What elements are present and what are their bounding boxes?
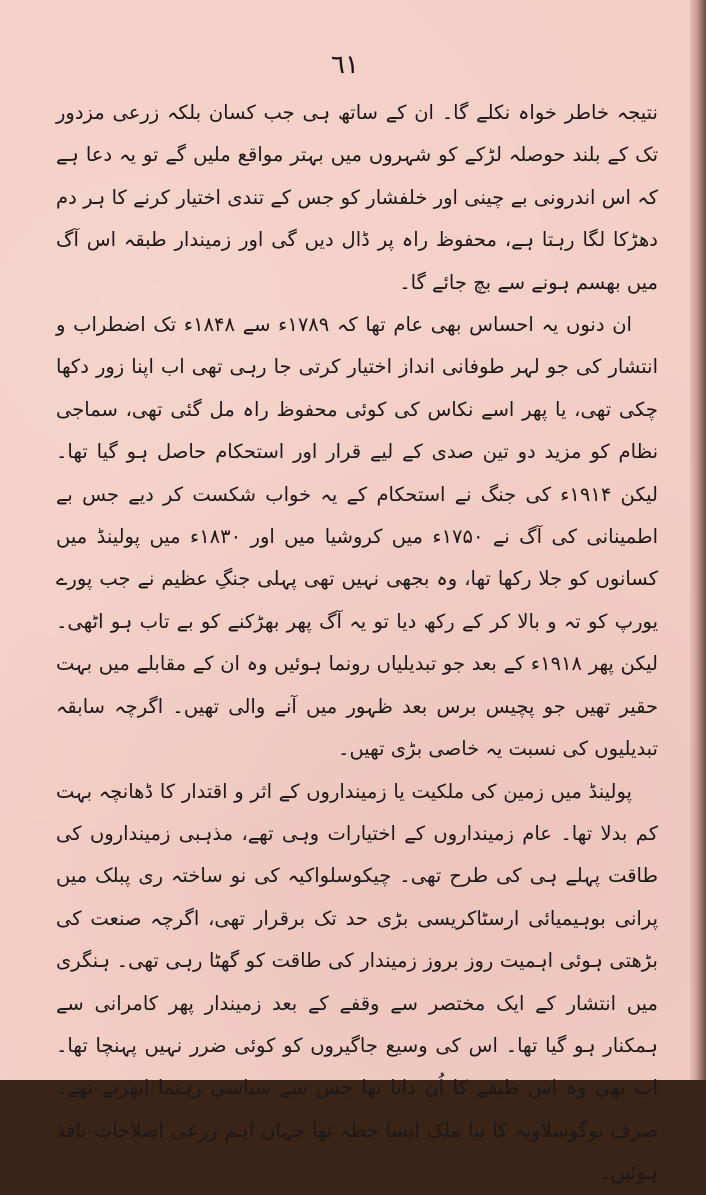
page-edge <box>690 0 706 1080</box>
paragraph-2: ان دنوں یہ احساس بھی عام تھا کہ ۱۷۸۹ء سے ۱۸۴۸ء تک اضطراب و انتشار کی جو لہر طوفانی انداز اختیار کرتی جا رہی تھی اب اپنا زور دکھا چکی تھی، یا پھر اسے نکاس کی کوئی محفوظ راہ مل گئی تھی، سماجی نظام کو مزید دو تین صدی کے لیے قرار اور استحکام حاصل ہو گیا تھا۔ لیکن ۱۹۱۴ء کی جنگ نے استحکام کے یہ خواب شکست کر دیے جس بے اطمینانی کی آگ نے ۱۷۵۰ء میں کروشیا میں اور ۱۸۳۰ء میں پولینڈ میں کسانوں کو جلا رکھا تھا، وہ بجھی نہیں تھی پہلی جنگِ عظیم نے جب پورے یورپ کو تہ و بالا کر کے رکھ دیا تو یہ آگ پھر بھڑکنے کو بے تاب ہو اٹھی۔ لیکن پھر ۱۹۱۸ء کے بعد جو تبدیلیاں رونما ہوئیں وہ ان کے مقابلے میں بہت حقیر تھیں جو پچیس برس بعد ظہور میں آنے والی تھیں۔ اگرچہ سابقہ تبدیلیوں کی نسبت یہ خاصی بڑی تھیں۔ <box>56 313 658 761</box>
page-number: ٦١ <box>331 50 359 80</box>
paragraph-1: نتیجہ خاطر خواہ نکلے گا۔ ان کے ساتھ ہی جب کسان بلکہ زرعی مزدور تک کے بلند حوصلہ لڑکے کو شہروں میں بہتر مواقع ملیں گے تو یہ دعا ہے کہ اس اندرونی بے چینی اور خلفشار کو جس کے تندی اختیار کرنے کا ہر دم دھڑکا لگا رہتا ہے، محفوظ راہ پر ڈال دیں گی اور زمیندار طبقہ اس آگ میں بھسم ہونے سے بچ جائے گا۔ <box>56 101 658 294</box>
body-text <box>56 92 658 1195</box>
paragraph-3: پولینڈ میں زمین کی ملکیت یا زمینداروں کے اثر و اقتدار کا ڈھانچہ بہت کم بدلا تھا۔ عام زمینداروں کے اختیارات وہی تھے، مذہبی زمینداروں کی طاقت پہلے ہی کی طرح تھی۔ چیکوسلواکیہ کی نو ساختہ ری پبلک میں پرانی بوہیمیائی ارسٹاکریسی بڑی حد تک برقرار تھی، اگرچہ صنعت کی بڑھتی ہوئی اہمیت روز بروز زمیندار کی طاقت کو گھٹا رہی تھی۔ ہنگری میں انتشار کے ایک مختصر سے وقفے کے بعد زمیندار پھر کامرانی سے ہمکنار ہو گیا تھا۔ اس کی وسیع جاگیروں کو کوئی ضرر نہیں پہنچا تھا۔ اب بھی وہ اس طبقے کا اُن داتا تھا جس سے سیاسی رہنما ابھرتے تھے۔ صرف یوگوسلاویہ کا نیا ملک ایسا خطہ تھا جہاں اہم زرعی اصلاحات نافذ ہوئیں۔ <box>56 779 658 1185</box>
